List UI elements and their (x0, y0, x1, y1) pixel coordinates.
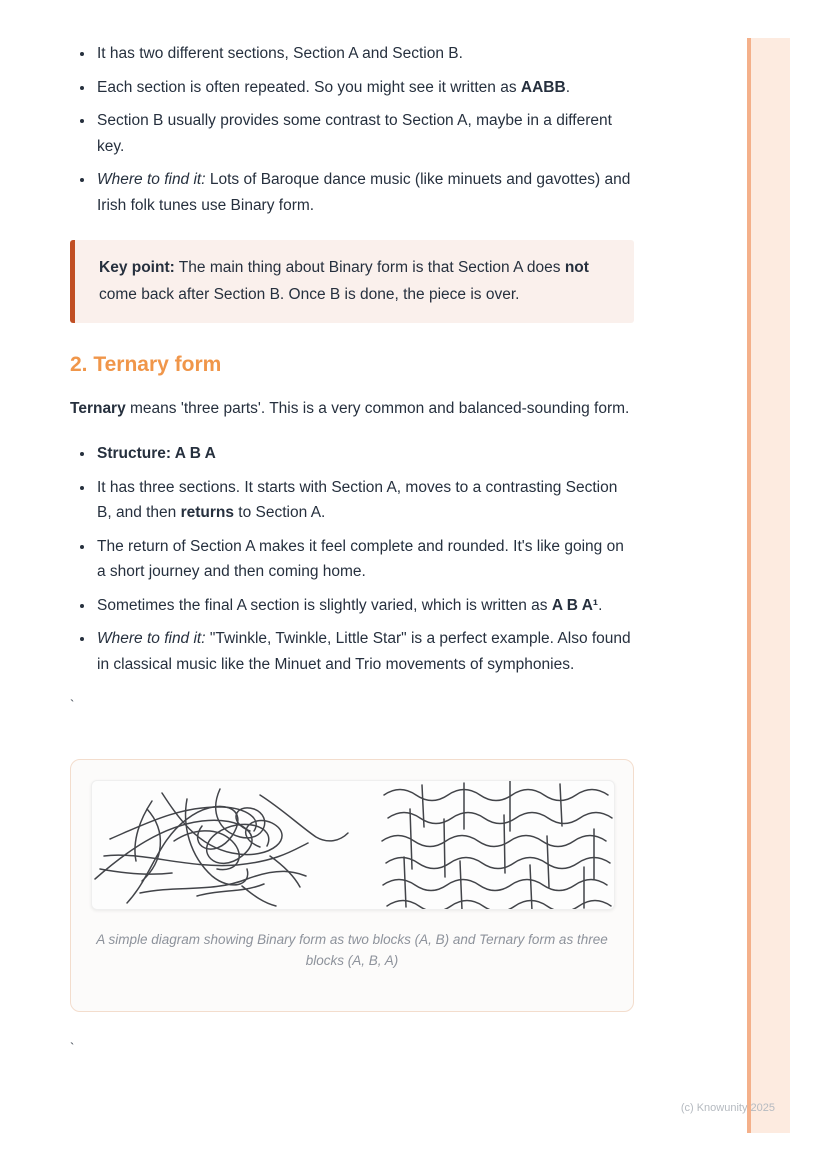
content-column (70, 0, 634, 1056)
stray-backtick-1: ` (70, 697, 75, 712)
stray-backtick-2: ` (70, 1040, 75, 1055)
list-item: • Sometimes the final A section is slightly varied, which is written as A B A¹. (95, 593, 634, 619)
key-point-callout (70, 240, 634, 323)
right-accent-stripe (747, 38, 790, 1133)
copyright-footer: (c) Knowunity 2025 (680, 1102, 775, 1114)
list-item: • It has two different sections, Section A and Section B. (95, 41, 634, 67)
ternary-intro-paragraph: Ternary means 'three parts'. This is a very common and balanced-sounding form. (70, 400, 630, 417)
binary-bullet-list (70, 41, 634, 218)
ternary-bullet-list (70, 441, 634, 677)
list-item: • Where to find it: Lots of Baroque dance music (like minuets and gavottes) and Irish folk tunes use Binary form. (95, 167, 634, 218)
list-item: • It has three sections. It starts with Section A, moves to a contrasting Section B, and then returns to Section A. (95, 475, 634, 526)
list-item: • Each section is often repeated. So you might see it written as AABB. (95, 75, 634, 101)
list-item: • The return of Section A makes it feel complete and rounded. It's like going on a short journey and then coming home. (95, 534, 634, 585)
binary-ternary-doodle-illustration (92, 781, 615, 910)
callout-text: Key point: The main thing about Binary form is that Section A does not come back after Section B. Once B is done, the piece is over. (99, 259, 589, 303)
tangled-scribble-drawing (95, 789, 348, 906)
list-item: • Section B usually provides some contrast to Section A, maybe in a different key. (95, 108, 634, 159)
section-heading-ternary: 2. Ternary form (70, 353, 222, 376)
figure-image-panel (91, 780, 615, 910)
figure-card (70, 759, 634, 1012)
figure-caption: A simple diagram showing Binary form as two blocks (A, B) and Ternary form as three blocks (A, B, A) (96, 932, 608, 968)
wavy-lines-drawing (382, 781, 612, 910)
list-item: • Structure: A B A (95, 441, 634, 467)
list-item: • Where to find it: "Twinkle, Twinkle, Little Star" is a perfect example. Also found in classical music like the Minuet and Trio movements of symphonies. (95, 626, 634, 677)
